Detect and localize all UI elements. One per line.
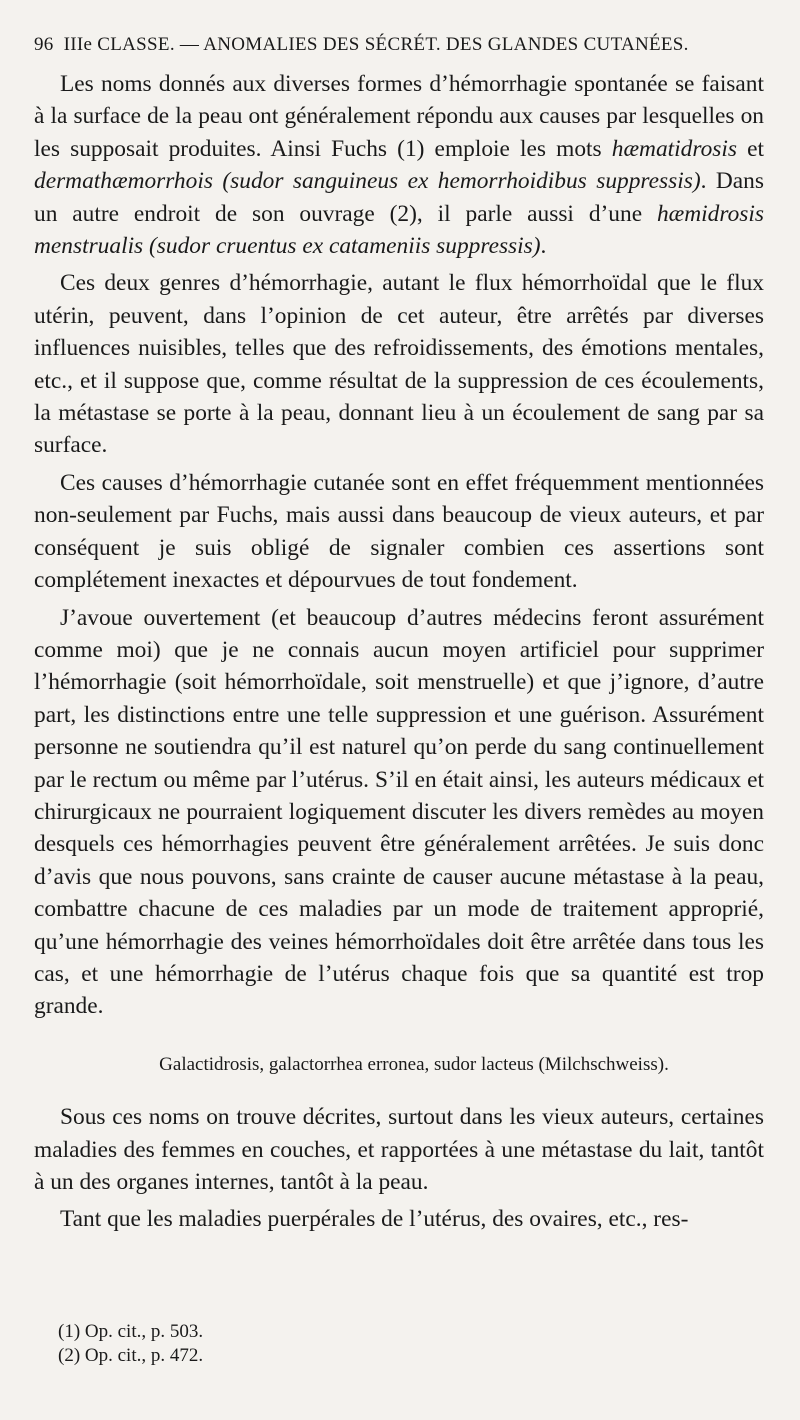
footnote-2: (2) Op. cit., p. 472.: [58, 1345, 204, 1366]
paragraph-1-text-c: . Dans un autre endroit de son ouvrage (2), il parle aussi d’une: [34, 168, 764, 227]
paragraph-1-text-d: .: [540, 233, 547, 260]
paragraph-4: J’avoue ouvertement (et beaucoup d’autres médecins feront assurément comme moi) que je ne connais aucun moyen artificiel pour supprimer l’hémorrhagie (soit hémorrhoïdale, soit menstruelle) et que j’ignore, d’autre part, les distinctions entre une telle suppression et une guérison. Assurément personne ne soutiendra qu’il est naturel qu’on perde du sang continuellement par le rectum ou même par l’utérus. S’il en était ainsi, les auteurs médicaux et chirurgicaux ne pourraient logiquement discuter les divers remèdes au moyen desquels ces hémorrhagies peuvent être généralement arrêtées. Je suis donc d’avis que nous pouvons, sans crainte de causer aucune métastase à la peau, combattre chacune de ces maladies par un mode de traitement approprié, qu’une hémorrhagie des veines hémorrhoïdales doit être arrêtée dans tous les cas, et une hémorrhagie de l’utérus chaque fois que sa quantité est trop grande.: [34, 604, 764, 1020]
paragraph-1-text-a: Les noms donnés aux diverses formes d’hémorrhagie spontanée se faisant à la surface de la peau ont généralement répondu aux causes par lesquelles on les supposait produites. Ainsi Fuchs (1) emploie les mots: [34, 71, 764, 162]
paragraph-3: Ces causes d’hémorrhagie cutanée sont en effet fréquemment mentionnées non-seulement par Fuchs, mais aussi dans beaucoup de vieux auteurs, et par conséquent je suis obligé de signaler combien ces assertions sont complétement inexactes et dépourvues de tout fondement.: [34, 469, 764, 594]
term-haemidrosis-menstrualis: hæmidrosis menstrualis (sudor cruentus ex catameniis suppressis): [34, 200, 764, 260]
running-head: [34, 34, 764, 68]
paragraph-1: [34, 68, 764, 262]
paragraph-2: Ces deux genres d’hémorrhagie, autant le flux hémorrhoïdal que le flux utérin, peuvent, dans l’opinion de cet auteur, être arrêtés par diverses influences nuisibles, telles que des refroidissements, des émotions mentales, etc., et il suppose que, comme résultat de la suppression de ces écoulements, la métastase se porte à la peau, donnant lieu à un écoulement de sang par sa surface.: [34, 270, 764, 459]
paragraph-1-text-b: et: [736, 135, 764, 162]
running-title: IIIe CLASSE. — ANOMALIES DES SÉCRÉT. DES GLANDES CUTANÉES.: [63, 34, 689, 55]
page-number: 96: [34, 34, 54, 55]
main-text: [34, 68, 764, 1236]
footnotes: [58, 1320, 203, 1368]
section-paragraph-2: Tant que les maladies puerpérales de l’utérus, des ovaires, etc., res-: [60, 1206, 689, 1233]
footnote-1: (1) Op. cit., p. 503.: [58, 1321, 204, 1342]
section-paragraph-1: Sous ces noms on trouve décrites, surtout dans les vieux auteurs, certaines maladies des femmes en couches, et rapportées à une métastase du lait, tantôt à un des organes internes, tantôt à la peau.: [34, 1104, 764, 1195]
section-heading: Galactidrosis, galactorrhea erronea, sudor lacteus (Milchschweiss).: [159, 1053, 669, 1075]
term-dermathaemorrhois: dermathæmorrhois (sudor sanguineus ex hemorrhoidibus suppressis): [34, 168, 701, 195]
term-haematidrosis: hæmatidrosis: [611, 135, 737, 162]
